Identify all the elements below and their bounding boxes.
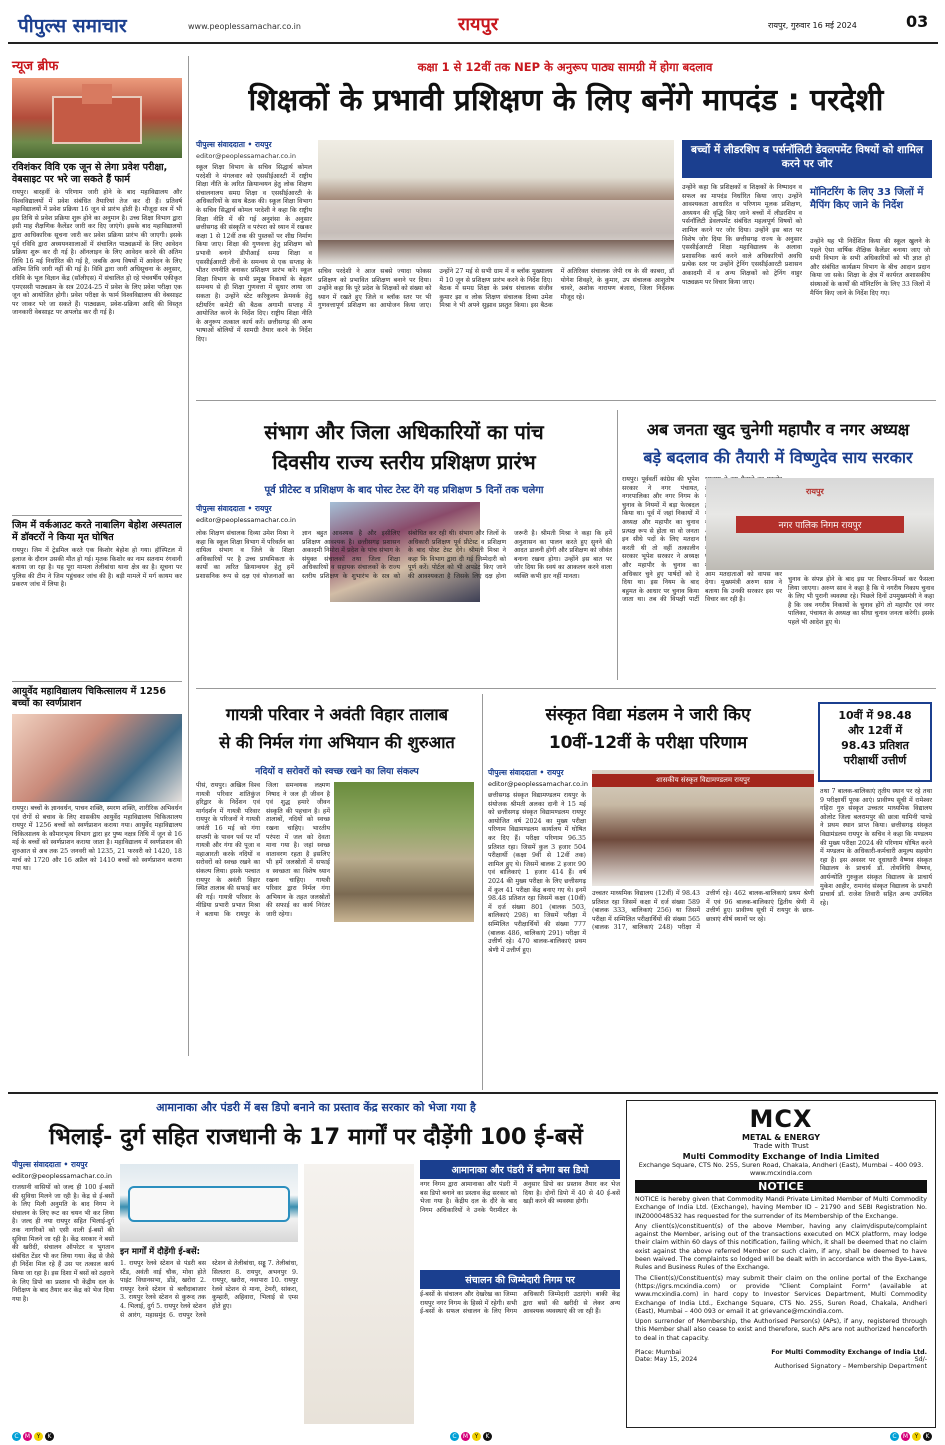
story-1-byline: पीपुल्स संवाददाता • रायपुर [196, 140, 272, 149]
story-1-kicker: कक्षा 1 से 12वीं तक NEP के अनुरूप पाठ्य सामग्री में होगा बदलाव [417, 60, 713, 74]
bus-routes-head: इन मार्गों में दौड़ेंगी ई-बसें: [120, 1247, 201, 1257]
badge-line-2: और 12वीं में [847, 724, 903, 737]
story-6-kicker: आमानाका और पंडरी में बस डिपो बनाने का प्रस्ताव केंद्र सरकार को भेजा गया है [156, 1101, 476, 1114]
operation-head: संचालन की जिम्मेदारी निगम पर [420, 1270, 620, 1289]
story-2-subhead: पूर्व प्रीटेस्ट व प्रशिक्षण के बाद पोस्ट टेस्ट देंगे यह प्रशिक्षण 5 दिनों तक चलेगा [264, 485, 544, 496]
bus-depot-head: आमानाका और पंडरी में बनेगा बस डिपो [420, 1160, 620, 1179]
mcx-p1: NOTICE is hereby given that Commodity Mandi Private Limited Member of Multi Commodity Exchange of India Ltd. (Exchange), having Member ID – 21790 and SEBI Registration No. INZ000048532 has requested for the surrender of its Membership of the Exchange. [635, 1196, 927, 1220]
story-1-sidebar-box [682, 140, 932, 178]
mcx-logo: MCX [749, 1105, 813, 1133]
story-6-email: editor@peoplessamachar.co.in [12, 1172, 112, 1180]
story-5-byline: पीपुल्स संवाददाता • रायपुर [488, 768, 564, 777]
mcx-sign: Authorised Signatory – Membership Department [774, 1363, 927, 1371]
building-photo [12, 78, 182, 158]
cyan-mark: C [450, 1432, 459, 1441]
mcx-p2: Any client(s)/constituent(s) of the above Member, having any claim/dispute/complaint against the Member, arising out of the transactions executed on MCX platform, may lodge their claim within 60 days of this notification, failing which, it shall be deemed that no claim exist against the above referred Member or such claim, if any, shall be deemed to have been waived. The complaints so lodged will be dealt with in accordance with the Bye-Laws, Rules and Business Rules of the Exchange. [635, 1222, 927, 1272]
operation-box [420, 1270, 620, 1424]
mcx-notice-title: NOTICE [635, 1180, 927, 1193]
story-4-headline-2: से की निर्मल गंगा अभियान की शुरुआत [219, 733, 455, 752]
story-1-body-2: सचिव परदेशी ने आज सबसे ज्यादा फोकस प्रशिक्षण को प्रभावित प्रशिक्षण बनाने पर दिया। उन्होंने कहा कि पूरे प्रदेश के शिक्षकों को संख्या को ध्यान में रखते हुए जिले व ब्लॉक स्तर पर भी गुणवत्तापूर्ण प्रशिक्षण का आयोजन किया जाए। उन्होंने 27 मई से सभी ग्राम में व ब्लॉक मुख्यालय में 10 जून से प्रशिक्षण प्रारंभ करने के निर्देश दिए। बैठक में समग्र शिक्षा के प्रबंध संचालक संजीव कुमार झा व लोक शिक्षण संचालक दिव्या उमेश मिश्रा ने भी अपने सुझाव प्रस्तुत किया। इस बैठक में अतिरिक्त संचालक जेपी रथ के सी काबरा, डॉ योगेश शिवहरे, के कुमार, उप संचालक आशुतोष चावरे, अशोक नारायण बंजारा, जिला निर्देशक मौजूद रहे। [318, 268, 674, 310]
magenta-mark: M [462, 1433, 469, 1440]
story-2-byline: पीपुल्स संवाददाता • रायपुर [196, 504, 272, 513]
brief-2-headline: जिम में वर्कआउट करते नाबालिग बेहोश अस्पताल में डॉक्टरों ने किया मृत घोषित [12, 520, 182, 543]
child-photo [12, 714, 182, 802]
lake-cleaning-photo [334, 782, 474, 922]
story-5-body-2: उच्चतर माध्यमिक विद्यालय (12वीं) में 98.43 प्रतिशत रहा जिसमें कक्षा में दर्ज संख्या 589 (बालक 333, बालिकाएं 256) था जिसमें परीक्षा में सम्मिलित परीक्षार्थियों की संख्या 565 (बालक 317, बालिकाएं 248) परीक्षा में उत्तीर्ण रहे। 462 बालक-बालिकाएं प्रथम श्रेणी में एवं 96 बालक-बालिकाएं द्वितीय श्रेणी में उत्तीर्ण हुए। प्रावीण्य सूची में रायपुर के छात्र-छात्राएं शीर्ष स्थानों पर रहे। [592, 890, 814, 932]
news-brief-label: न्यूज ब्रीफ [12, 59, 59, 74]
story-4-headline-1: गायत्री परिवार ने अवंती विहार तालाब [225, 705, 449, 724]
bus-depot-body: नगर निगम द्वारा आमानाका और पंडरी में बस डिपो बनाने का प्रस्ताव केंद्र सरकार को भेजा गया है। केंद्रीय दल के दौरे के बाद निगम अधिकारियों ने उनके पैरामीटर के अनुसार डिपो का प्रस्ताव तैयार कर भेज दिया है। दोनों डिपो में 40 से 40 ई-बसें खड़ी करने की व्यवस्था होगी। [420, 1181, 620, 1214]
masthead [8, 8, 938, 44]
mcx-sd: Sd/- [914, 1356, 927, 1364]
black-mark: K [923, 1432, 932, 1441]
bus-depot-box [420, 1160, 620, 1264]
photo-sign: नगर पालिक निगम रायपुर [736, 516, 904, 533]
story-5-headline-2: 10वीं-12वीं के परीक्षा परिणाम [548, 733, 748, 753]
story-2-body: लोक शिक्षण संचालक दिव्या उमेश मिश्रा ने कहा कि स्कूल शिक्षा विभाग में परिवर्तन का दायित्व संभाग व जिले के शिक्षा अधिकारियों पर है उच्च प्राथमिकता के कार्यों का त्वरित क्रियान्वयन हेतु हमें प्रशासनिक रूप से दक्ष एवं योजनाओं का ज्ञान बहुत आवश्यक है और इसीलिए प्रशिक्षण आवश्यक है। छत्तीसगढ़ प्रशासन अकादमी निमोरा में प्रदेश के पांच संभाग के संयुक्त संचालकों तथा जिला शिक्षा अधिकारियों व सहायक संचालकों के राज्य स्तरीय प्रशिक्षण के शुभारंभ के सत्र को संबोधित कर रही थी। संभाग और जिलों के अधिकारी प्रशिक्षण पूर्व प्रीटेस्ट व प्रशिक्षण के बाद पोस्ट टेस्ट देंगे। श्रीमती मिश्रा ने कहा कि विभाग द्वारा दी गई जिम्मेदारी को पूर्ण करें। पोर्टल को भी अपडेट किए जाने की आवश्यकता है जिसके लिए दक्ष होना जरूरी है। श्रीमती मिश्रा ने कहा कि हमें अनुशासन का पालन करते हुए सुनने की आदत डालनी होगी और प्रशिक्षण को जीवंत बनाना रखना होगा। उन्होंने इस बात पर जोर दिया कि स्वयं का आकलन करने वाला व्यक्ति कभी हार नहीं मानता। [196, 530, 612, 580]
story-5-headline-1: संस्कृत विद्या मंडलम ने जारी किए [545, 705, 751, 725]
mcx-p4: Upon surrender of Membership, the Authorised Person(s) (APs), if any, registered through this Member shall also cease to exist and therefore, such APs are not authorized henceforth to deal in that capacity. [635, 1318, 927, 1342]
brief-1-headline: रविशंकर विवि एक जून से लेगा प्रवेश परीक्षा, वेबसाइट पर भरे जा सकते हैं फार्म [12, 162, 168, 185]
yellow-mark: Y [912, 1432, 921, 1441]
story-6-body: राजधानी वासियों को जल्द ही 100 ई-बसों की सुविधा मिलने जा रही है। केंद्र से ई-बसों के लिए मिली अनुमति के बाद निगम ने संचालन के लिए रूट का चयन भी कर लिया है। जल्द ही नया रायपुर सहित भिलाई-दुर्ग तक नागरिकों को एसी वाली ई-बसों की सुविधा मिलने जा रही है। केंद्र सरकार ने बसों की खरीदी, संचालन ऑपरेटर व भुगतान संबंधित टेंडर भी कर लिया गया। केंद्र से जैसे ही निर्देश मिल रहे हैं उस पर तत्काल कार्य किया जा रहा है। इस दिशा में बसों को ठहराने के लिए डिपो का प्रस्ताव भी केंद्रीय दल के निरीक्षण के बाद तैयार कर केंद्र को भेज दिया गया है। [12, 1184, 115, 1303]
story-4-subhead: नदियों व सरोवरों को स्वच्छ रखने का लिया संकल्प [255, 767, 419, 777]
mcx-place: Place: Mumbai [635, 1349, 682, 1357]
mcx-address: Exchange Square, CTS No. 255, Suren Road, Chakala, Andheri (East), Mumbai – 400 093. [638, 1161, 924, 1169]
brief-3-headline: आयुर्वेद महाविद्यालय चिकित्सालय में 1256 बच्चों का स्वर्णप्राशन [12, 686, 167, 709]
brief-2-text: रायपुर। जिम में ट्रेडमिल करते एक किशोर बेहोश हो गया। हॉस्पिटल में इलाज के दौरान उसकी मौत हो गई। मृतक किशोर का नाम सतनाम रंगवानी बताया जा रहा है। यह पूरा मामला तेलीबांधा थाना क्षेत्र का है। सूचना पर पुलिस की टीम ने जिम पहुंचकर जांच की है। बड़ी मामले में मर्ग कायम कर प्रकरण जांच में लिया है। [12, 547, 182, 589]
mcx-notice-ad [626, 1100, 936, 1428]
story-3-body: रायपुर। पूर्ववर्ती कांग्रेस की भूपेश सरकार ने नगर पंचायत, नगरपालिका और नगर निगम के चुनाव के नियमों में बड़ा फेरबदल किया था। पूर्व में जहां निकायों में अध्यक्ष और महापौर का चुनाव प्रत्यक्ष रूप से होता था वो जनता इन सीधे पदों के लिए मतदान करती थी तो वहीं तत्कालीन सरकार भूपेश सरकार ने अध्यक्ष और महापौर के चुनाव का अधिकार चुने हुए पार्षदों को दे दिया था। इस नियम के बाद बहुमत के आधार पर चुनाव किया जाता था। तब की विपक्षी पार्टी आम मतदाताओं को वापस कर देगा। मुख्यमंत्री अरुण साव ने बताया कि उनकी सरकार इस पर विचार कर रही है। [622, 476, 782, 604]
masthead-city: रायपुर [458, 14, 499, 35]
masthead-dateline: रायपुर, गुरुवार 16 मई 2024 [768, 21, 857, 30]
story-1-body: स्कूल शिक्षा विभाग के सचिव सिद्धार्थ कोमल परदेशी ने मंगलवार को एससीईआरटी में राष्ट्रीय शिक्षा नीति के त्वरित क्रियान्वयन हेतु लोक शिक्षण संचालनालय समग्र शिक्षा व एससीईआरटी के अधिकारियों के साथ बैठक की। स्कूल शिक्षा विभाग के सचिव सिद्धार्थ कोमल परदेशी ने कहा कि राष्ट्रीय शिक्षा नीति में की गई अनुशंसा के अनुसार छत्तीसगढ़ की संस्कृति व परंपरा को ध्यान में रखकर कक्षा 1 से 12वीं तक की पुस्तकों पर शीघ्र निर्माण किया जाए। शिक्षा की गुणवत्ता हेतु प्रशिक्षण को प्रभावी बनाने डीपीआई समग्र शिक्षा व एससीईआरटी तीनों के समन्वय से एक सप्ताह के भीतर रणनीति बनाकर प्रशिक्षण प्रारंभ करें। स्कूल शिक्षा विभाग के सभी प्रमुख निकायों के बेहतर समन्वय से ही शिक्षा गुणवत्ता में सुधार लाया जा सकता है। उन्होंने स्टेट करिकुलम फ्रेमवर्क हेतु स्टीयरिंग कमेटी की बैठक अगामी सप्ताह में आयोजित करने के निर्देश दिए। राष्ट्रीय शिक्षा नीति के अनुरूप तत्काल कार्य करें। छत्तीसगढ़ की अन्य भाषाओं बोलियों में सामग्री तैयार करने के निर्देश दिए। [196, 164, 312, 343]
municipal-building-photo [706, 478, 934, 570]
cyan-mark: C [12, 1432, 21, 1441]
story-6-byline: पीपुल्स संवाददाता • रायपुर [12, 1160, 88, 1169]
badge-line-4: परीक्षार्थी उत्तीर्ण [843, 754, 907, 767]
story-2-email: editor@peoplessamachar.co.in [196, 516, 296, 524]
news-brief-column [12, 56, 182, 1056]
story-6-headline: भिलाई- दुर्ग सहित राजधानी के 17 मार्गों पर दौड़ेंगी 100 ई-बसें [49, 1124, 583, 1150]
brief-3-text: रायपुर। बच्चों के ज्ञानवर्धन, पाचन शक्ति, स्मरण शक्ति, शारीरिक अभिवर्धन एवं रोगों से बचाव के लिए शासकीय आयुर्वेद महाविद्यालय चिकित्सालय रायपुर में 1256 बच्चों को स्वर्णप्राशन कराया गया। आयुर्वेद महाविद्यालय चिकित्सालय के कौमारभृत्य विभाग द्वारा हर पुष्य नक्षत्र तिथि में जून से 16 मई के बच्चों को स्वर्णप्राशन कराया जाता है। महाविद्यालय में स्वर्णप्राशन की शुरुआत से अब तक 25 जनवरी को 1235, 21 फरवरी को 1420, 18 मार्च को 1720 और 16 अप्रैल को 1410 बच्चों को स्वर्णप्राशन कराया गया था। [12, 805, 182, 873]
masthead-website[interactable]: www.peoplessamachar.co.in [188, 22, 301, 31]
story-5-body-3: तथा 7 बालक-बालिकाएं तृतीय स्थान पर रहे तथा 9 परीक्षार्थी पूरक आएं। प्रावीण्य सूची में रामेश्वर गहिरा गुरु संस्कृत उच्चतर माध्यमिक विद्यालय ओलोट जिला बलरामपुर की छात्रा यामिनी पाण्डे ने प्रथम स्थान प्राप्त किया। छत्तीसगढ़ संस्कृत विद्यामंडलम रायपुर के सचिव ने कहा कि मण्डलम की मुख्य परीक्षा 2024 की परिणाम घोषित करने में मण्डलम के अधिकारी-कर्मचारी अमूल्य सहयोग रहा है। इस अवसर पर दूधाधारी वैष्णव संस्कृत विद्यालय के प्राचार्य डॉ. तोयनिधि वैष्णव, आर्यन्योति गुरुकुल संस्कृत विद्यालय के प्राचार्य मुकेश आहीर, रामानंद संस्कृत विद्यालय के प्रभारी प्राचार्य डॉ. राजेश तिवारी सहित अन्य उपस्थित रहे। [820, 788, 932, 907]
page-number: 03 [906, 12, 929, 31]
black-mark: K [45, 1432, 54, 1441]
cyan-mark: C [890, 1432, 899, 1441]
yellow-mark: Y [472, 1432, 481, 1441]
story-1-sidebar2-body: उन्होंने यह भी निर्देशित किया की स्कूल खुलने के पहले ऐसा वार्षिक शैक्षिक कैलेंडर बनाया जाए जो सभी विभाग के सभी अधिकारियों को भी ज्ञात हो और संबंधित कार्यक्रम विभाग के बीच आदान प्रदान किया जा सके। शिक्षा के क्षेत्र में कार्यरत अशासकीय संस्थाओं के कार्यों की मॉनिटरिंग के लिए 33 जिलों में मैपिंग किए जाने के निर्देश दिए गए। [810, 238, 930, 297]
magenta-mark: M [902, 1433, 909, 1440]
mcx-for: For Multi Commodity Exchange of India Ltd. [771, 1349, 927, 1357]
story-1-headline: शिक्षकों के प्रभावी प्रशिक्षण के लिए बनेंगे मापदंड : परदेशी [248, 83, 884, 118]
story-4-body: पीसं, रायपुर। अखिल विश्व गायत्री परिवार शांतिकुंज हरिद्वार के निर्देशन एवं मार्गदर्शन में गायत्री परिवार रायपुर के परिजनों ने गायत्री जयंती 16 मई को गंगा सप्तमी के पावन पर्व पर माँ गायत्री और गंगा की पूजा व महाआरती करके नदियों व सरोवरों को स्वच्छ रखने का संकल्प लिया। इसके पश्चात रायपुर के अवंती विहार स्थित तालाब की सफाई कर की गई। गायत्री परिवार के मीडिया प्रभारी प्रभात मिश्रा ने बताया कि रायपुर के जिला समन्वयक लक्ष्मण निषाद ने जल ही जीवन है एवं शुद्ध हमारे जीवन संस्कृति की पहचान है। हमें तालाबों, नदियों को स्वच्छ रखना चाहिए। भारतीय परंपरा में जल को देवता माना गया है। जहां स्वच्छ वातावरण रहता है इसलिए भी हमें जलस्रोतों में सफाई व स्वच्छता का विशेष ध्यान रखना चाहिए। गायत्री परिवार द्वारा निर्मल गंगा अभियान के तहत जलस्रोतों की सफाई का कार्य निरंतर जारी रहेगा। [196, 782, 330, 918]
story-1-email: editor@peoplessamachar.co.in [196, 152, 296, 160]
bus-side-photo [304, 1164, 414, 1424]
story-2-headline-2: दिवसीय राज्य स्तरीय प्रशिक्षण प्रारंभ [272, 450, 536, 474]
mcx-p3: The Client(s)/Constituent(s) may submit their claim on the online portal of the Exchange (https://igrs.mcxindia.com) or provide "Client Complaint Form" (available at www.mcxindia.com) in hard copy to Investor Services Department, Multi Commodity Exchange of India Ltd., Exchange Square, CTS No. 255, Suren Road, Chakala, Andheri (East), Mumbai – 400 093 or email it at grievance@mcxindia.com. [635, 1274, 927, 1315]
mcx-logo-sub: METAL & ENERGY [741, 1133, 821, 1142]
story-2-headline-1: संभाग और जिला अधिकारियों का पांच [264, 420, 544, 444]
meeting-photo [318, 140, 674, 264]
story-5-badge [818, 702, 932, 782]
badge-line-3: 98.43 प्रतिशत [841, 739, 909, 752]
story-5-body: छत्तीसगढ़ संस्कृत विद्यामण्डलम रायपुर के संयोजक श्रीमती अलका दानी ने 15 मई को छत्तीसगढ़ संस्कृत विद्यामण्डलम रायपुर आयोजित वर्ष 2024 का मुख्य परीक्षा परिणाम विद्यामण्डलम कार्यालय में घोषित कर दिए हैं। परीक्षा परिणाम 96.35 प्रतिशत रहा। जिसमें कुल 3 हजार 504 परीक्षार्थी (कक्षा 9वीं से 12वीं तक) शामिल हुए थे। जिसमें बालक 2 हजार 90 एवं बालिकाएं 1 हजार 414 हैं। वर्ष 2024 की मुख्य परीक्षा के लिए छत्तीसगढ़ में कुल 41 परीक्षा केंद्र बनाए गए थे। इनमें 98.48 प्रतिशत रहा जिसमें कक्षा (10वीं) में दर्ज संख्या 801 (बालक 503, बालिकाएं 298) था जिसमें परीक्षा में सम्मिलित परीक्षार्थियों की संख्या 777 (बालक 486, बालिकाएं 291) परीक्षा में उत्तीर्ण रहे। 470 बालक-बालिकाएं प्रथम श्रेणी में उत्तीर्ण हुए। [488, 792, 586, 954]
operation-body: ई-बसों के संचालन और देखरेख का जिम्मा रायपुर नगर निगम के हिस्से में रहेगी। सभी ई-बसों के सफल संचालन के लिए निगम अधिकारी जिम्मेदारी उठाएंगे। बाकी केंद्र द्वारा बसों की खरीदी से लेकर अन्य आवश्यक व्यवस्थाएं की जा रही हैं। [420, 1291, 620, 1316]
photo-sign-small: रायपुर [806, 487, 824, 496]
brief-1-text: रायपुर। बारहवीं के परिणाम जारी होने के बाद महाविद्यालय और विश्वविद्यालयों में प्रवेश संबंधित तैयारियां तेज कर दी हैं। प्रतिवर्ष महाविद्यालयों में प्रवेश प्रक्रिया 16 जून से प्रारंभ होती है। मौजूदा सत्र में भी इस तिथि से प्रवेश प्रक्रिया शुरू होने का अनुमान है। उच्च शिक्षा विभाग द्वारा इसी माह शैक्षणिक कैलेंडर जारी कर दिए जाएंगे। इसके बाद महाविद्यालयों द्वारा आधिकारिक सूचना जारी कर प्रवेश प्रक्रिया प्रारंभ की जाएगी। इसके पूर्व रविवि द्वारा अध्ययनशालाओं में संचालित पाठ्यक्रमों के लिए आवेदन प्रक्रिया शुरू कर दी गई है। ऑनलाइन के लिए आवेदन करने की अंतिम तिथि 16 मई निर्धारित की गई है, जबकि अन्य विषयों में आवेदन के लिए अंतिम तिथि जारी नहीं की गई है। विवि द्वारा जारी अधिसूचना के अनुसार, रविवि के भूल विज्ञान केंद्र (सॉलीएस) में संचालित हो रहे पंचवर्षीय एकीकृत एमएससी पाठ्यक्रम के सत्र 2024-25 में प्रवेश के लिए प्रवेश परीक्षा एक जून को आयोजित होगी। प्रवेश परीक्षा के फार्म विश्वविद्यालय की वेबसाइट पर जाकर भरे जा सकते हैं। पाठ्यक्रम, प्रवेश-प्रक्रिया आदि की विस्तृत जानकारी वेबसाइट पर अपलोड कर दी गई है। [12, 189, 182, 317]
result-release-photo [592, 770, 814, 886]
cmyk-mark-left [12, 1432, 54, 1441]
electric-bus-photo [120, 1164, 298, 1242]
mcx-company: Multi Commodity Exchange of India Limited [682, 1152, 880, 1161]
story-5-email: editor@peoplessamachar.co.in [488, 780, 588, 788]
yellow-mark: Y [34, 1432, 43, 1441]
cmyk-mark-center [450, 1432, 492, 1441]
mcx-date: Date: May 15, 2024 [635, 1356, 698, 1364]
black-mark: K [483, 1432, 492, 1441]
mcx-web[interactable]: www.mcxindia.com [750, 1169, 812, 1177]
story-3-headline-2: बड़े बदलाव की तैयारी में विष्णुदेव साय सरकार [643, 448, 913, 467]
cmyk-mark-right [890, 1432, 932, 1441]
story-3-headline-1: अब जनता खुद चुनेगी महापौर व नगर अध्यक्ष [646, 420, 910, 439]
story-3-body-2: चुनाव के संपन्न होने के बाद इस पर विचार-विमर्श कर फैसला लिया जाएगा। अरुण साव ने कहा है कि ये नगरीय निकाय चुनाव के लिए भी पुरानी व्यवस्था रहे। पिछले दिनों उपमुख्यमंत्री ने कहा है कि जब नगरीय निकायों के चुनाव होंगे तो महापौर एवं नगर पालिका, पंचायत के अध्यक्ष का सीधा चुनाव जनता करेगी। इसके पहले भी आदेश हुए थे। [788, 576, 934, 626]
story-1-sidebar-body: उन्होंने कहा कि प्रशिक्षकों व शिक्षकों के निष्पादन व सफल का मापदंड निर्धारित किया जाए। उन्होंने आवश्यकता आधारित व परिणाम मूलक प्रशिक्षण, अध्ययन की वृद्धि किए जाने बच्चों में लीडरशिप व पर्सनॉलिटी डेवलपमेंट संबंधित महत्वपूर्ण विषयों को शामिल करने पर जोर दिया। उन्होंने इस बात पर विशेष जोर दिया कि छत्तीसगढ़ राज्य के अनुसार एससीईआरटी शिक्षा महाविद्यालय के अलावा प्रशासनिक कार्य करने वाले अधिकारियों अवधि प्रत्येक स्तर पर उन्होंने ट्रेनिंग एससीईआरटी प्रशासन अकादमी में व अन्य शिक्षकों को ट्रेनिंग वाहुर पाठ्यक्रम पर विचार किया जाए। [682, 184, 802, 286]
magenta-mark: M [24, 1433, 31, 1440]
story-1-sidebar-head: बच्चों में लीडरशिप व पर्सनॉलिटी डेवलपमेंट विषयों को शामिल करने पर जोर [690, 144, 924, 170]
photo-banner: शासकीय संस्कृत विद्यामण्डलम रायपुर [592, 774, 814, 787]
mcx-tagline: Trade with Trust [753, 1142, 809, 1150]
bus-routes-list: 1. रायपुर रेलवे स्टेशन से पंडरी बस स्टैंड, अवंती वाई चौक, मोवा होते पाइंट विधानसभा, डोंडे, खरोरा 2. रायपुर रेलवे स्टेशन से बलौदाबाजार 3. रायपुर रेलवे स्टेशन से कुरूद तक 4. भिलाई, दुर्ग 5. रायपुर रेलवे स्टेशन से आरंग, महासमुंद 6. रायपुर रेलवे स्टेशन से तेलीबांधा, सड्डू 7. तेलीबांधा, सिलतरा 8. रायपुर, अभनपुर 9. रायपुर, खरोरा, नवापारा 10. रायपुर रेलवे स्टेशन से माना, टेमरी, सांकरा, कुम्हारी, अहिवारा, भिलाई से एम्स होते हुए। [120, 1260, 298, 1319]
masthead-logo: पीपुल्स समाचार [18, 15, 127, 37]
story-1-sidebar2-head: मॉनिटरिंग के लिए 33 जिलों में मैपिंग किए जाने के निर्देश [810, 187, 924, 211]
badge-line-1: 10वीं में 98.48 [838, 709, 912, 722]
